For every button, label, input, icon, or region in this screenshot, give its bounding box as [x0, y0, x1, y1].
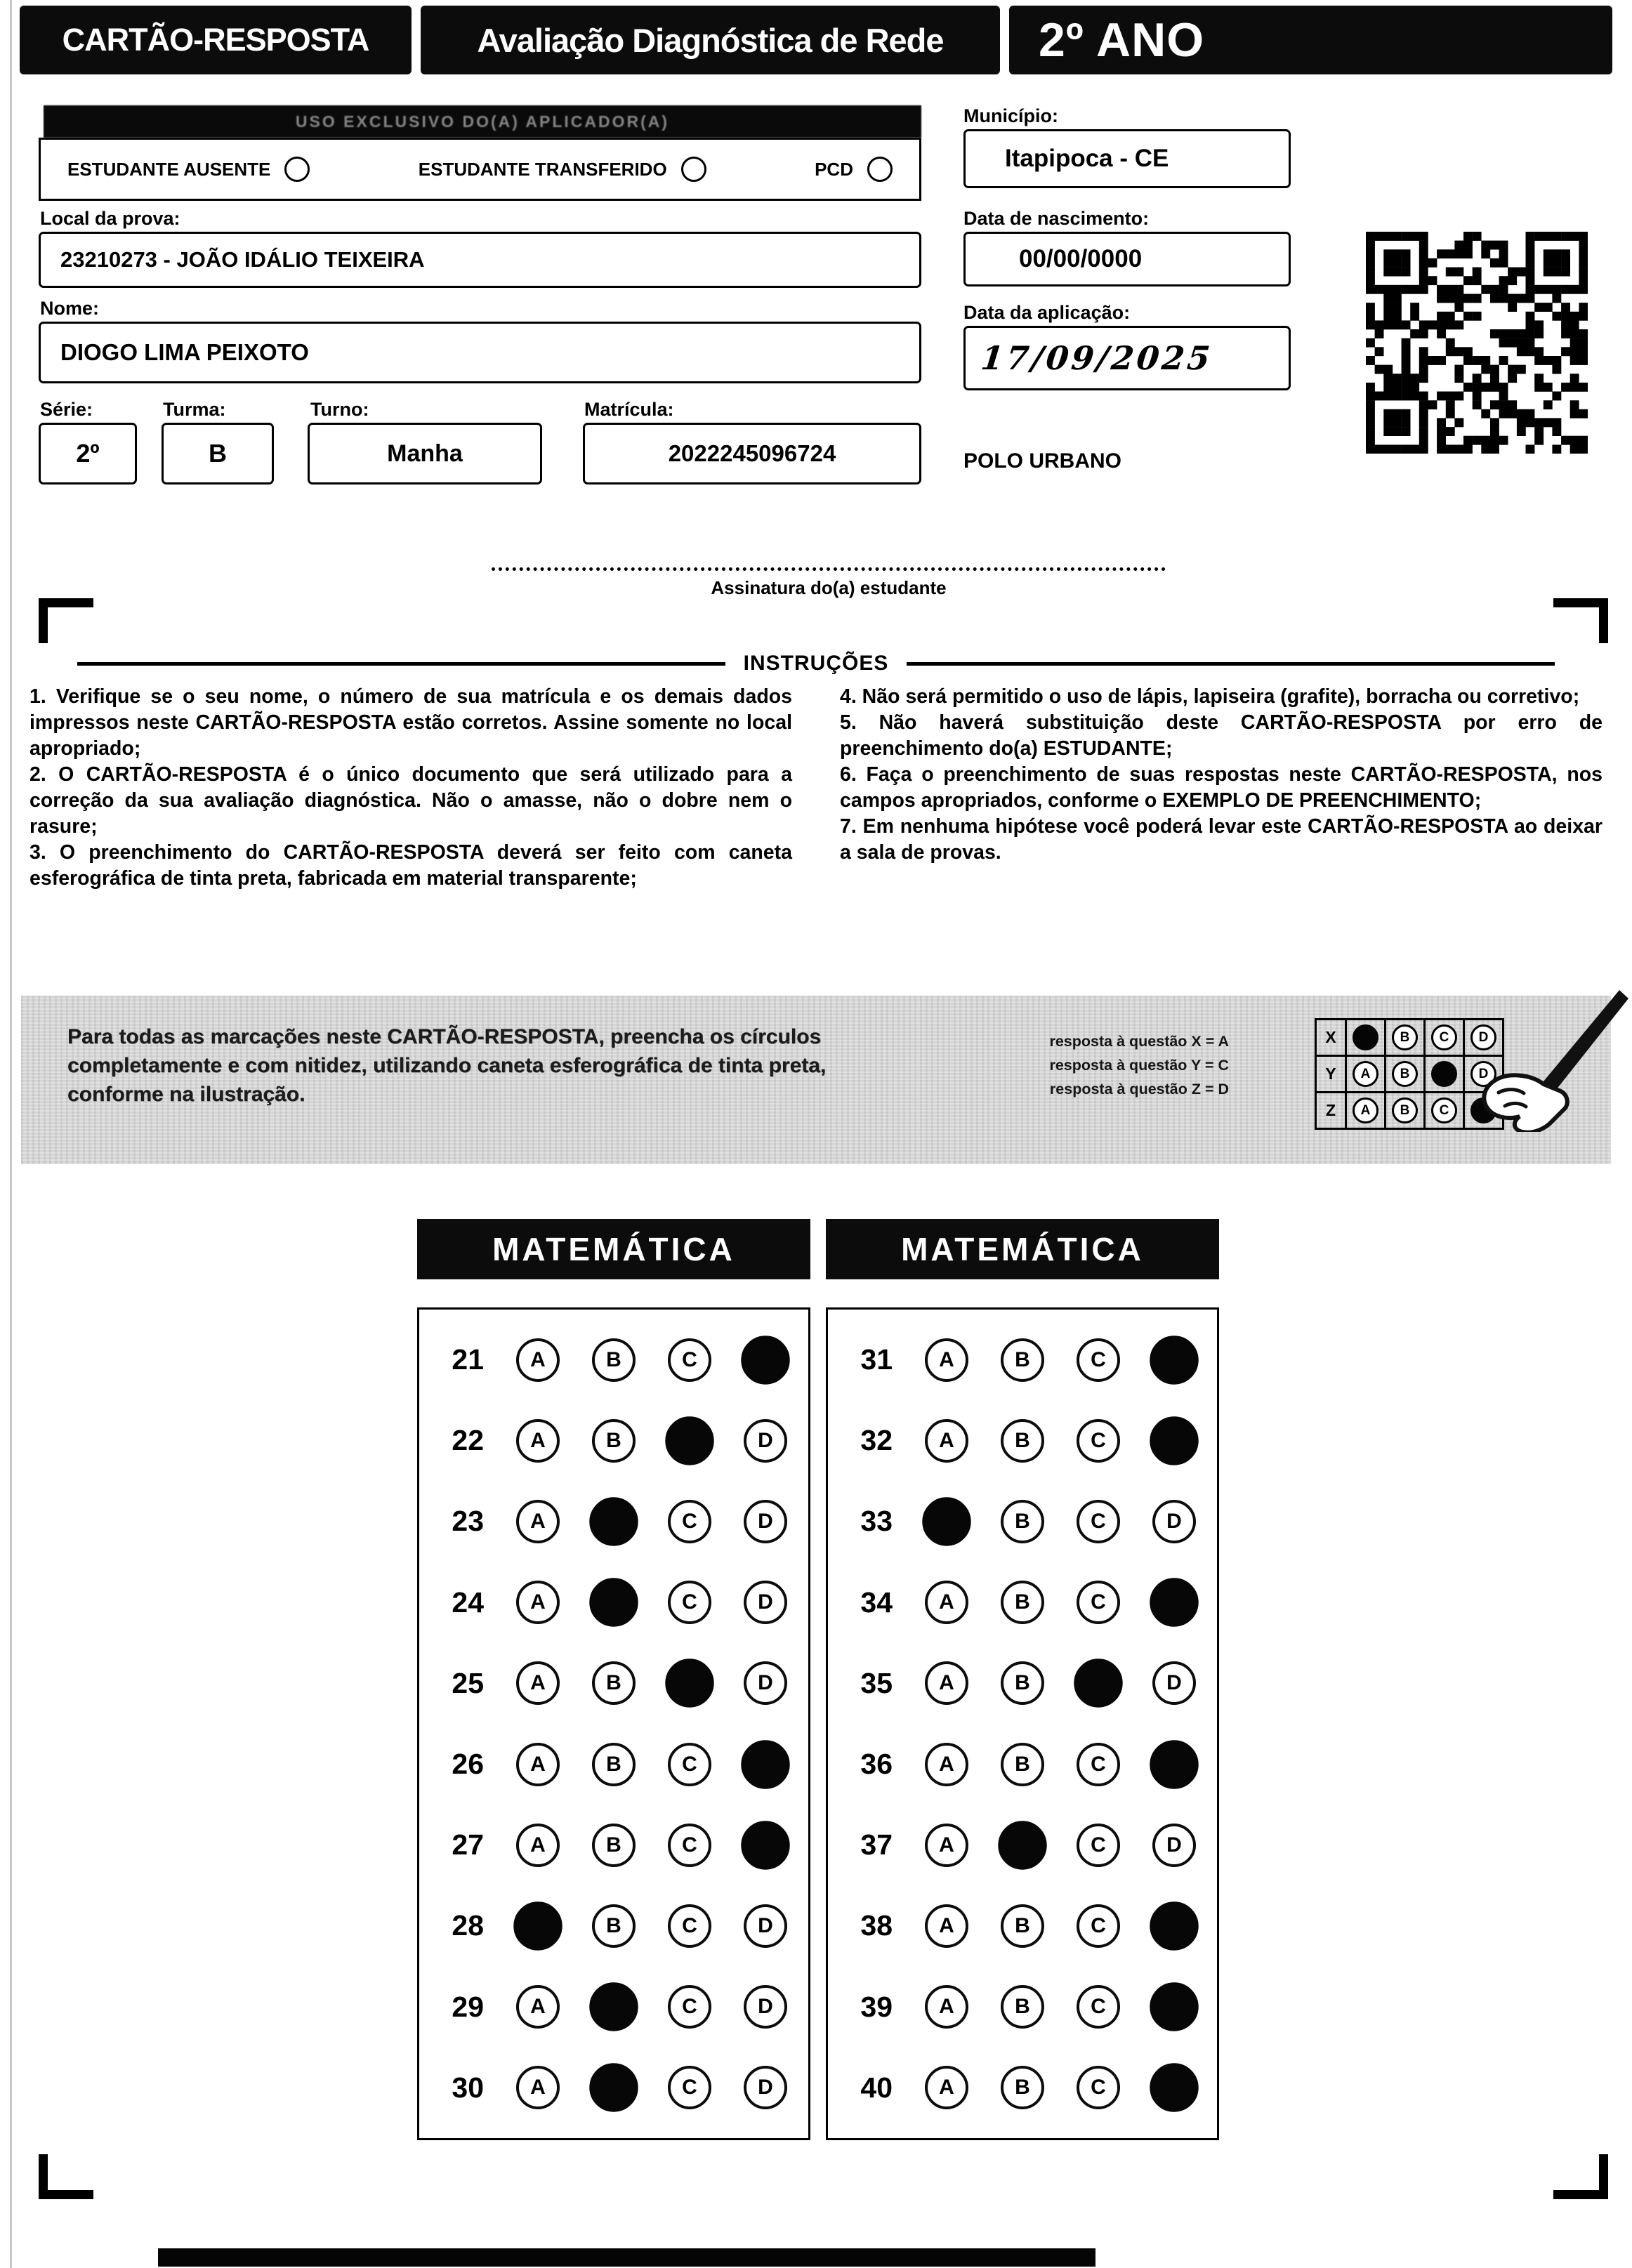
answer-bubble-c: C — [1077, 1581, 1120, 1624]
answer-bubble-d — [741, 1821, 789, 1869]
answer-bubble-a — [922, 1497, 970, 1545]
question-number: 21 — [452, 1343, 484, 1376]
question-row — [828, 1500, 1217, 1543]
answer-bubble-a: A — [925, 1581, 968, 1624]
example-grid-row-label: Z — [1316, 1093, 1346, 1129]
question-row — [828, 1985, 1217, 2029]
example-bubble-c: C — [1431, 1097, 1457, 1123]
question-number: 38 — [860, 1909, 893, 1942]
question-number: 32 — [860, 1424, 893, 1457]
matricula-label: Matrícula: — [584, 399, 674, 420]
checkbox-label: ESTUDANTE AUSENTE — [67, 158, 271, 180]
polo-label: POLO URBANO — [963, 449, 1121, 473]
answer-bubble-b: B — [1001, 1419, 1044, 1463]
example-bubble-d: D — [1470, 1024, 1496, 1050]
question-row — [419, 1904, 808, 1948]
example-grid-cell — [1386, 1093, 1425, 1129]
qr-code-image — [1366, 232, 1588, 454]
example-legend-line: resposta à questão Y = C — [1049, 1057, 1229, 1074]
answer-bubble-d — [1150, 1578, 1198, 1626]
header — [20, 6, 1612, 74]
answer-bubble-c: C — [668, 1500, 711, 1543]
signature-label: Assinatura do(a) estudante — [711, 577, 947, 598]
instruction-item: 3. O preenchimento do CARTÃO-RESPOSTA deverá ser feito com caneta esferográfica de tinta preta, fabricada em material transparente; — [29, 841, 792, 890]
instruction-item: 5. Não haverá substituição deste CARTÃO-RESPOSTA por erro de preenchimento do(a) ESTUDANTE; — [840, 711, 1603, 760]
matricula-field: 2022245096724 — [583, 423, 921, 484]
answer-bubble-c — [1074, 1659, 1122, 1708]
answer-bubble-c: C — [668, 1904, 711, 1948]
question-number: 22 — [452, 1424, 484, 1457]
answer-grid — [417, 1307, 810, 2140]
answer-bubble-c: C — [668, 1338, 711, 1382]
example-grid-row-label: X — [1316, 1020, 1346, 1056]
answer-bubble-b: B — [1001, 1985, 1044, 2029]
answer-bubble-d — [1150, 1901, 1198, 1950]
nascimento-label: Data de nascimento: — [963, 208, 1150, 229]
answer-bubble-b: B — [1001, 1904, 1044, 1948]
example-grid-cell — [1386, 1056, 1425, 1093]
answer-bubble-a: A — [925, 2066, 968, 2109]
question-row — [419, 1985, 808, 2029]
question-number: 39 — [860, 1990, 893, 2023]
answer-bubble-b — [589, 1982, 638, 2031]
bottom-registration-bar — [158, 2248, 1095, 2267]
answer-bubble-c: C — [1077, 1419, 1120, 1463]
handwritten-date: 17/09/2025 — [979, 339, 1215, 377]
scan-edge-line — [10, 0, 12, 2268]
checkbox-circle-icon — [284, 157, 310, 182]
question-row — [828, 1661, 1217, 1705]
instruction-item: 1. Verifique se o seu nome, o número de sua matrícula e os demais dados impressos neste CARTÃO-RESPOSTA estão corretos. Assine somente no local apropriado; — [29, 685, 792, 760]
question-row — [419, 1743, 808, 1786]
example-grid-cell — [1386, 1020, 1425, 1056]
answer-bubble-d: D — [744, 1661, 787, 1705]
answer-bubble-b — [589, 1578, 638, 1626]
answer-bubble-b — [998, 1821, 1046, 1869]
question-number: 34 — [860, 1585, 893, 1618]
corner-mark-bottom-right — [1553, 2154, 1608, 2199]
question-row — [419, 1338, 808, 1382]
answer-bubble-c: C — [1077, 2066, 1120, 2109]
checkbox-item — [419, 157, 706, 182]
question-number: 23 — [452, 1505, 484, 1538]
answer-bubble-a: A — [516, 2066, 560, 2109]
question-number: 29 — [452, 1990, 484, 2023]
example-band — [21, 996, 1611, 1164]
subject-header: MATEMÁTICA — [826, 1219, 1219, 1279]
answer-bubble-a: A — [516, 1824, 560, 1867]
example-bubble-b: B — [1392, 1024, 1418, 1050]
question-row — [828, 1419, 1217, 1463]
question-number: 37 — [860, 1828, 893, 1861]
example-grid-cell — [1346, 1056, 1386, 1093]
question-number: 35 — [860, 1666, 893, 1699]
answer-bubble-a: A — [925, 1419, 968, 1463]
checkbox-label: ESTUDANTE TRANSFERIDO — [418, 158, 667, 180]
answer-block — [417, 1219, 810, 2140]
answer-bubble-b: B — [592, 1338, 636, 1382]
signature-line — [492, 567, 1166, 571]
question-row — [828, 1581, 1217, 1624]
answer-bubble-c: C — [1077, 1743, 1120, 1786]
question-number: 40 — [860, 2071, 893, 2104]
answer-grid — [826, 1307, 1219, 2140]
instructions-rule-right — [907, 662, 1555, 666]
example-grid-cell — [1346, 1093, 1386, 1129]
municipio-label: Município: — [963, 105, 1058, 126]
example-bubble-b: B — [1392, 1061, 1418, 1087]
answer-bubble-d: D — [744, 2066, 787, 2109]
answer-bubble-b: B — [1001, 2066, 1044, 2109]
question-number: 25 — [452, 1666, 484, 1699]
answer-bubble-a: A — [516, 1419, 560, 1463]
question-row — [419, 1661, 808, 1705]
question-row — [419, 1419, 808, 1463]
turno-field: Manha — [308, 423, 542, 484]
question-row — [828, 1743, 1217, 1786]
instructions-title: INSTRUÇÕES — [743, 652, 889, 675]
turma-field: B — [162, 423, 274, 484]
question-number: 28 — [452, 1909, 484, 1942]
checkbox-circle-icon — [681, 157, 706, 182]
question-row — [419, 1824, 808, 1867]
answer-bubble-d — [1150, 1740, 1198, 1788]
answer-bubble-c: C — [1077, 1824, 1120, 1867]
answer-bubble-d: D — [744, 1500, 787, 1543]
turma-label: Turma: — [163, 399, 226, 420]
instructions-rule-left — [77, 662, 725, 666]
grade-label: 2º ANO — [1009, 6, 1612, 74]
answer-bubble-a — [513, 1901, 562, 1950]
instruction-item: 7. Em nenhuma hipótese você poderá levar este CARTÃO-RESPOSTA ao deixar a sala de provas. — [840, 815, 1603, 864]
nome-field: DIOGO LIMA PEIXOTO — [39, 322, 921, 383]
local-label: Local da prova: — [40, 208, 180, 229]
applicator-bar: USO EXCLUSIVO DO(A) APLICADOR(A) — [44, 105, 921, 138]
corner-mark-top-left — [39, 598, 93, 643]
aplicacao-label: Data da aplicação: — [963, 302, 1131, 323]
question-number: 31 — [860, 1343, 893, 1376]
checkbox-row — [39, 138, 921, 201]
example-text: Para todas as marcações neste CARTÃO-RESPOSTA, preencha os círculos completamente e com nitidez, utilizando caneta esferográfica de tinta preta, conforme na ilustração. — [67, 1025, 827, 1106]
answer-bubble-d — [1150, 2064, 1198, 2112]
nascimento-field: 00/00/0000 — [963, 232, 1291, 286]
answer-bubble-a: A — [925, 1904, 968, 1948]
question-row — [828, 1824, 1217, 1867]
hand-pen-illustration — [1447, 984, 1629, 1132]
example-legend-line: resposta à questão Z = D — [1049, 1081, 1229, 1097]
answer-bubble-b: B — [592, 1661, 636, 1705]
answer-bubble-d — [741, 1740, 789, 1788]
checkbox-item — [815, 157, 893, 182]
answer-bubble-c: C — [1077, 1985, 1120, 2029]
answer-bubble-a: A — [925, 1338, 968, 1382]
question-number: 30 — [452, 2071, 484, 2104]
subject-header: MATEMÁTICA — [417, 1219, 810, 1279]
question-row — [419, 2066, 808, 2109]
corner-mark-top-right — [1553, 598, 1608, 643]
answer-bubble-b: B — [1001, 1661, 1044, 1705]
answer-bubble-a: A — [516, 1985, 560, 2029]
answer-bubble-b — [589, 2064, 638, 2112]
instructions-header — [77, 652, 1555, 675]
serie-label: Série: — [40, 399, 93, 420]
answer-bubble-a: A — [516, 1661, 560, 1705]
example-bubble-b: B — [1392, 1097, 1418, 1123]
question-number: 24 — [452, 1585, 484, 1618]
answer-bubble-a: A — [516, 1743, 560, 1786]
answer-bubble-a: A — [516, 1500, 560, 1543]
answer-bubble-a: A — [516, 1338, 560, 1382]
answer-bubble-d: D — [744, 1985, 787, 2029]
qr-code — [1366, 232, 1588, 454]
answer-bubble-a: A — [925, 1661, 968, 1705]
answer-bubble-c: C — [668, 1581, 711, 1624]
answer-bubble-b: B — [592, 1419, 636, 1463]
answer-bubble-b — [589, 1497, 638, 1545]
answer-bubble-b: B — [1001, 1743, 1044, 1786]
answer-bubble-d — [1150, 1982, 1198, 2031]
checkbox-circle-icon — [867, 157, 893, 182]
example-grid-cell — [1346, 1020, 1386, 1056]
example-legend — [1018, 1029, 1229, 1101]
answer-bubble-b: B — [592, 1824, 636, 1867]
aplicacao-field — [963, 326, 1291, 390]
instruction-item: 2. O CARTÃO-RESPOSTA é o único documento que será utilizado para a correção da sua avaliação diagnóstica. Não o amasse, não o dobre nem o rasure; — [29, 763, 792, 838]
answer-bubble-d: D — [744, 1904, 787, 1948]
example-legend-line: resposta à questão X = A — [1049, 1033, 1229, 1050]
question-row — [419, 1500, 808, 1543]
answer-bubble-c: C — [1077, 1338, 1120, 1382]
sheet-title: CARTÃO-RESPOSTA — [20, 6, 412, 74]
question-row — [828, 1904, 1217, 1948]
municipio-field: Itapipoca - CE — [963, 129, 1291, 188]
assessment-title: Avaliação Diagnóstica de Rede — [421, 6, 1000, 74]
example-bubble-c: C — [1431, 1024, 1457, 1050]
answer-bubble-d — [1150, 1416, 1198, 1465]
answer-bubble-d: D — [1152, 1824, 1196, 1867]
checkbox-item — [67, 157, 310, 182]
answer-bubble-b: B — [1001, 1500, 1044, 1543]
question-number: 36 — [860, 1748, 893, 1781]
example-bubble-a: A — [1353, 1097, 1378, 1123]
answer-bubble-c: C — [668, 2066, 711, 2109]
serie-field: 2º — [39, 423, 137, 484]
local-field: 23210273 - JOÃO IDÁLIO TEIXEIRA — [39, 232, 921, 288]
example-bubble-a: A — [1353, 1061, 1378, 1087]
question-row — [828, 1338, 1217, 1382]
answer-bubble-c: C — [668, 1824, 711, 1867]
answer-bubble-d: D — [1152, 1500, 1196, 1543]
turno-label: Turno: — [310, 399, 369, 420]
answer-bubble-c: C — [668, 1743, 711, 1786]
example-bubble-d: D — [1470, 1061, 1496, 1087]
example-bubble-a — [1353, 1024, 1378, 1050]
answer-bubble-c: C — [1077, 1500, 1120, 1543]
answer-bubble-b: B — [1001, 1338, 1044, 1382]
instruction-item: 4. Não será permitido o uso de lápis, lapiseira (grafite), borracha ou corretivo; — [840, 685, 1580, 708]
answer-bubble-c — [665, 1659, 713, 1708]
question-number: 33 — [860, 1505, 893, 1538]
answer-bubble-d: D — [744, 1581, 787, 1624]
question-number: 27 — [452, 1828, 484, 1861]
answer-bubble-a: A — [925, 1824, 968, 1867]
answer-bubble-b: B — [592, 1904, 636, 1948]
answer-bubble-c: C — [1077, 1904, 1120, 1948]
instruction-item: 6. Faça o preenchimento de suas respostas neste CARTÃO-RESPOSTA, nos campos apropriados, conforme o EXEMPLO DE PREENCHIMENTO; — [840, 763, 1603, 812]
answer-blocks — [417, 1219, 1219, 2140]
nome-label: Nome: — [40, 298, 100, 319]
instructions-col-right — [840, 684, 1603, 866]
answer-bubble-d: D — [744, 1419, 787, 1463]
question-number: 26 — [452, 1748, 484, 1781]
instructions-col-left — [29, 684, 792, 892]
answer-bubble-b: B — [592, 1743, 636, 1786]
answer-bubble-d: D — [1152, 1661, 1196, 1705]
answer-block — [826, 1219, 1219, 2140]
question-row — [828, 2066, 1217, 2109]
answer-bubble-b: B — [1001, 1581, 1044, 1624]
answer-bubble-a: A — [516, 1581, 560, 1624]
checkbox-label: PCD — [815, 158, 853, 180]
answer-bubble-d — [741, 1336, 789, 1384]
answer-bubble-c: C — [668, 1985, 711, 2029]
corner-mark-bottom-left — [39, 2154, 93, 2199]
answer-bubble-d — [1150, 1336, 1198, 1384]
answer-bubble-c — [665, 1416, 713, 1465]
answer-bubble-a: A — [925, 1743, 968, 1786]
answer-bubble-a: A — [925, 1985, 968, 2029]
question-row — [419, 1581, 808, 1624]
example-grid-row-label: Y — [1316, 1056, 1346, 1093]
